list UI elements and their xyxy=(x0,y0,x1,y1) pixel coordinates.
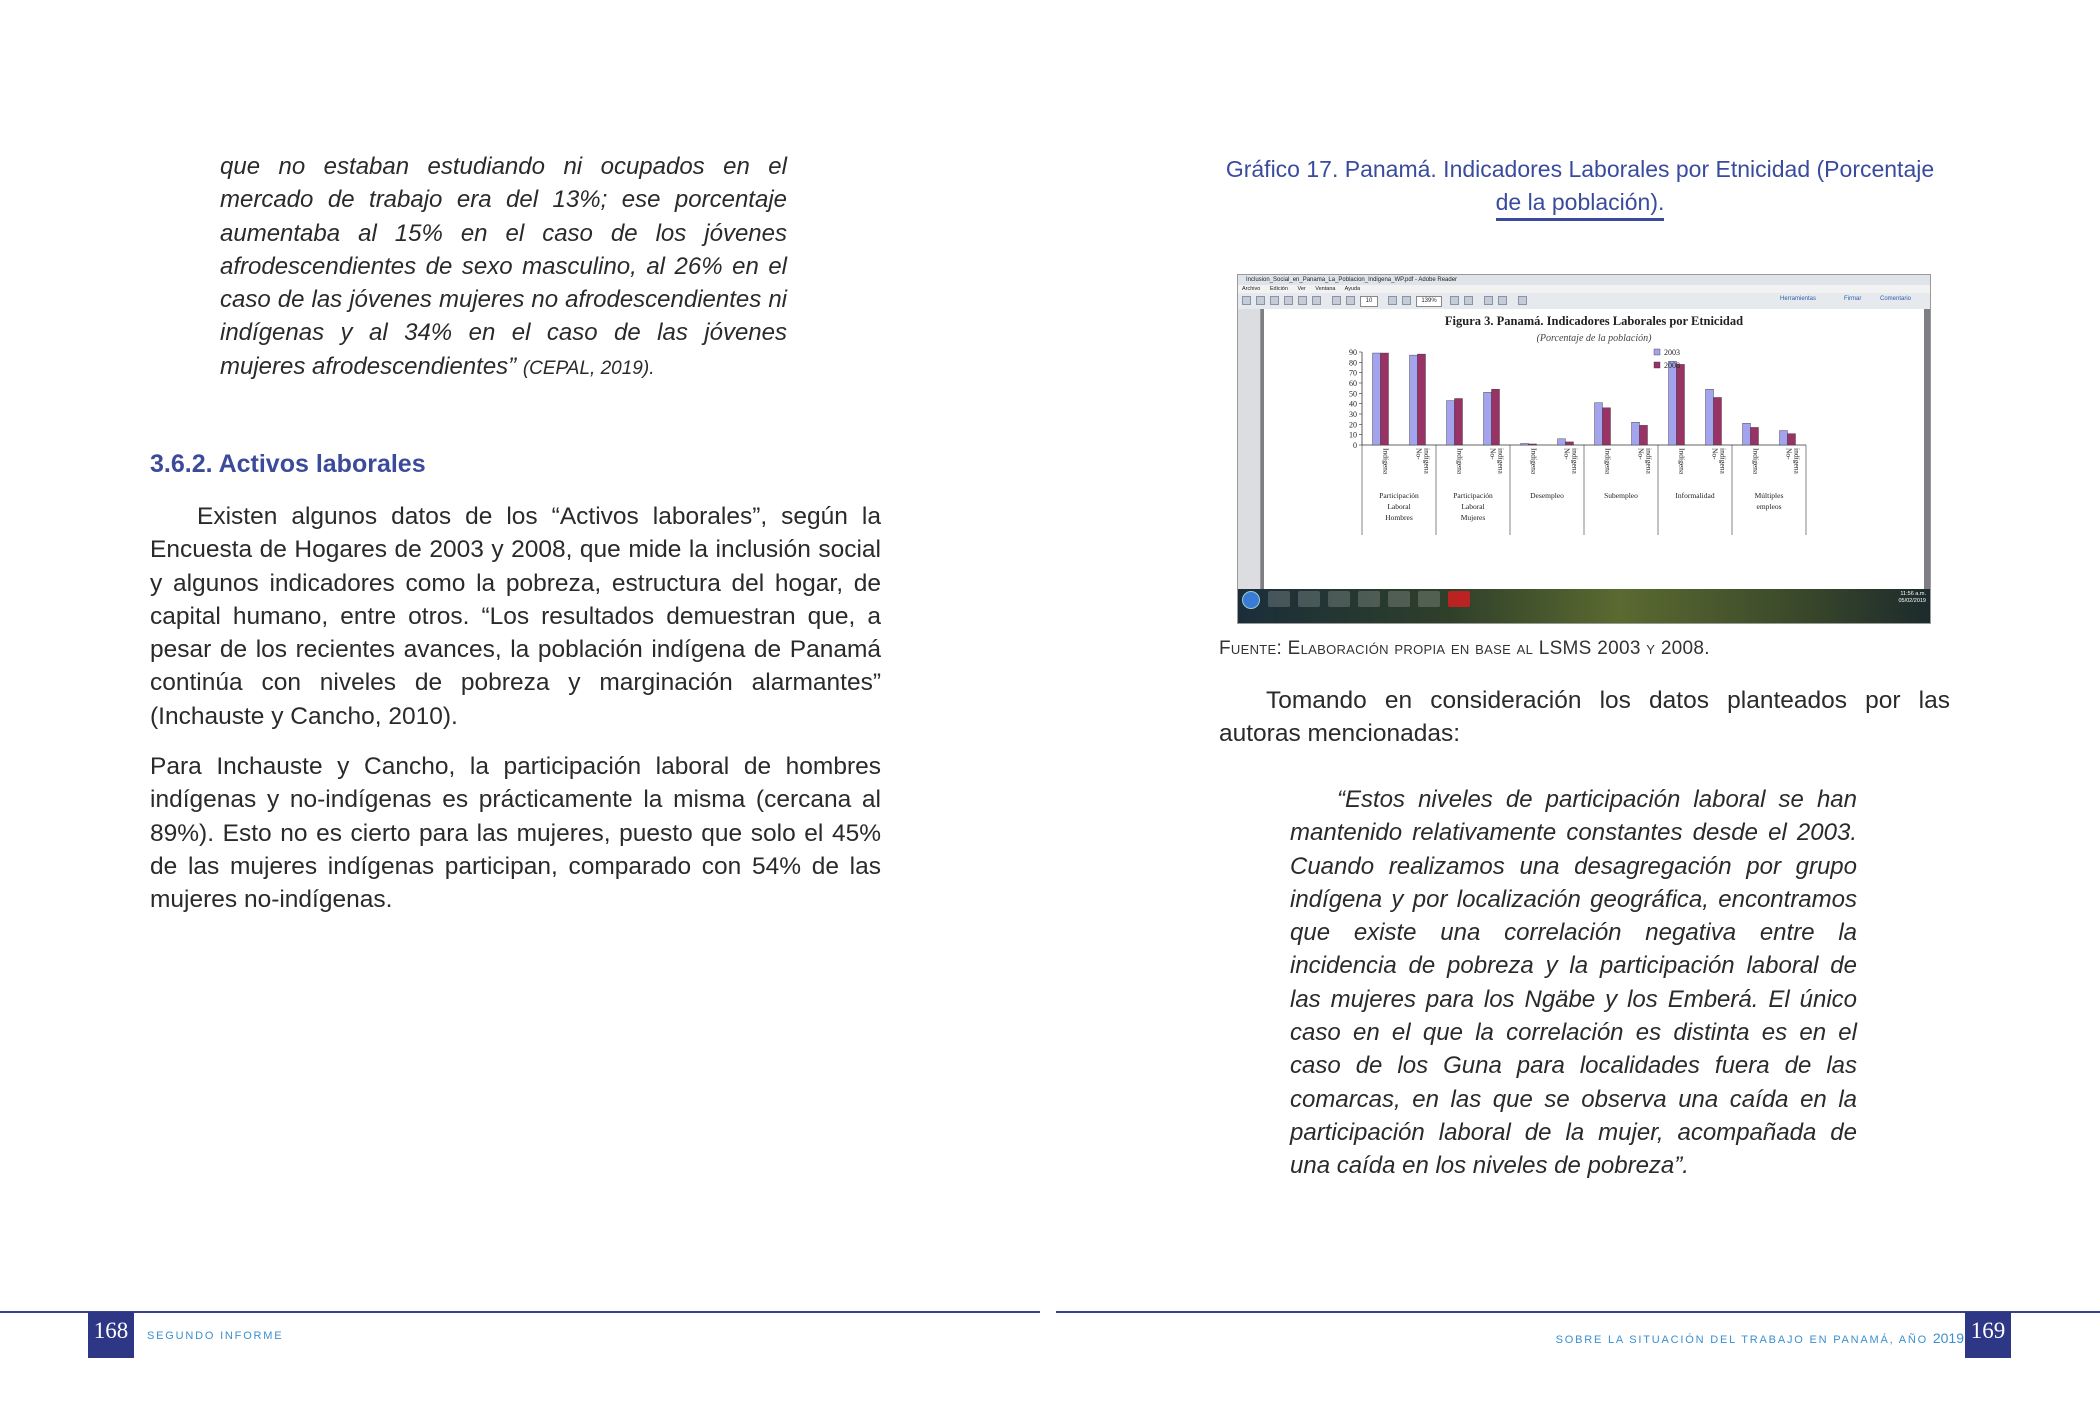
paragraph-activos: Existen algunos datos de los “Activos laborales”, según la Encuesta de Hogares de 2003 y 2008, que mide la inclusión social y algunos indicadores como la pobreza, estructura del hogar, de capital humano, entre otros. “Los resultados demuestran que, a pesar de los recientes avances, la población indígena de Panamá continúa con niveles de pobreza y marginación alarmantes” (Inchauste y Cancho, 2010). xyxy=(150,503,881,730)
group-label: Mujeres xyxy=(1460,513,1486,522)
y-tick-label: 90 xyxy=(1349,348,1357,357)
window-title: Inclusion_Social_en_Panama_La_Poblacion_Indigena_WP.pdf - Adobe Reader xyxy=(1238,275,1930,285)
sign-icon[interactable] xyxy=(1518,296,1527,305)
clock xyxy=(1898,591,1926,605)
bar-2008 xyxy=(1492,389,1500,445)
bar-2003 xyxy=(1595,403,1603,445)
quote-citation: (CEPAL, 2019). xyxy=(522,357,655,379)
bar-2003 xyxy=(1447,401,1455,445)
create-icon[interactable] xyxy=(1256,296,1265,305)
x-category-label: No- xyxy=(1562,448,1572,460)
source-note: Fuente: Elaboración propia en base al LSMS 2003 y 2008. xyxy=(1219,638,1710,659)
tools-button[interactable]: Herramientas xyxy=(1780,296,1817,302)
menu-ventana[interactable]: Ventana xyxy=(1315,286,1336,292)
x-category-label: No- xyxy=(1784,448,1794,460)
block-quote: “Estos niveles de participación laboral se han mantenido relativamente constantes desde el 2003. Cuando realizamos una desagregación por grupo indígena y por localización geográfica, encontramos que existe una correlación negativa entre la incidencia de pobreza y la participación laboral de las mujeres para los Ngäbe y los Emberá. El único caso en el que la correlación es distinta es en el caso de los Guna para localidades fuera de las comarcas, en las que se observa una caída en la participación laboral de la mujer, acompañada de una caída en los niveles de pobreza”. xyxy=(1290,786,1857,1180)
x-category-label: indígena xyxy=(1792,448,1802,474)
bar-2003 xyxy=(1743,423,1751,445)
paragraph-inchauste: Para Inchauste y Cancho, la participación laboral de hombres indígenas y no-indígenas es prácticamente la misma (cercana al 89%). Esto no es cierto para las mujeres, puesto que solo el 45% de las mujeres indígenas participan, comparado con 54% de las mujeres no-indígenas. xyxy=(150,753,881,914)
y-tick-label: 40 xyxy=(1349,399,1357,409)
bar-2003 xyxy=(1521,443,1529,445)
footer-rule-right xyxy=(1056,1311,2100,1313)
group-label: Participación xyxy=(1379,491,1419,500)
x-category-label: indígena xyxy=(1570,448,1580,474)
x-category-label: Indígena xyxy=(1455,448,1465,475)
clock-date: 05/02/2019 xyxy=(1898,598,1926,604)
x-category-label: indígena xyxy=(1496,448,1506,474)
y-tick-label: 60 xyxy=(1349,379,1357,388)
bar-2008 xyxy=(1603,408,1611,445)
quote-text: que no estaban estudiando ni ocupados en el mercado de trabajo era del 13%; ese porcentaje aumentaba al 15% en el caso de los jóvenes afrodescendientes de sexo masculino, al 26% en el caso de las jóvenes mujeres no afrodescendientes ni indígenas y al 34% en el caso de las jóvenes mujeres afrodescendientes” xyxy=(220,153,787,380)
chrome-icon[interactable] xyxy=(1328,591,1350,607)
footer-label-right xyxy=(1556,1330,1964,1346)
footer-label-left: SEGUNDO INFORME xyxy=(147,1330,284,1342)
comment-button[interactable]: Comentario xyxy=(1880,296,1912,302)
legend-label-2008: 2008 xyxy=(1664,361,1680,370)
page-number-left: 168 xyxy=(88,1312,134,1358)
taskbar xyxy=(1238,589,1931,624)
bar-2008 xyxy=(1529,444,1537,445)
fit-page-icon[interactable] xyxy=(1450,296,1459,305)
save-icon[interactable] xyxy=(1270,296,1279,305)
bar-2008 xyxy=(1381,353,1389,445)
menu-edicion[interactable]: Edición xyxy=(1269,286,1288,292)
y-tick-label: 10 xyxy=(1349,430,1357,440)
x-category-label: indígena xyxy=(1718,448,1728,474)
sign-button[interactable]: Firmar xyxy=(1844,296,1862,302)
app-icon[interactable] xyxy=(1388,591,1410,607)
group-label: Participación xyxy=(1453,491,1493,500)
y-tick-label: 0 xyxy=(1353,441,1357,450)
comment-icon[interactable] xyxy=(1484,296,1493,305)
bar-2003 xyxy=(1410,355,1418,445)
adobe-reader-icon[interactable] xyxy=(1448,591,1470,607)
x-category-label: No- xyxy=(1636,448,1646,460)
navigation-pane[interactable] xyxy=(1238,309,1261,589)
bar-2003 xyxy=(1558,439,1566,445)
group-label: Desempleo xyxy=(1530,491,1564,500)
bar-2008 xyxy=(1455,399,1463,446)
y-tick-label: 30 xyxy=(1349,410,1357,419)
bar-2008 xyxy=(1751,427,1759,445)
bar-2008 xyxy=(1566,442,1574,445)
chart-caption-line2: de la población). xyxy=(1496,189,1665,221)
figure-subtitle: (Porcentaje de la población) xyxy=(1536,333,1652,344)
x-category-label: No- xyxy=(1710,448,1720,460)
bar-2008 xyxy=(1418,354,1426,445)
bar-2003 xyxy=(1632,422,1640,445)
x-category-label: indígena xyxy=(1422,448,1432,474)
bar-2008 xyxy=(1714,397,1722,445)
share-icon[interactable] xyxy=(1284,296,1293,305)
start-icon[interactable] xyxy=(1242,591,1260,609)
group-label: Hombres xyxy=(1385,513,1413,522)
x-category-label: No- xyxy=(1488,448,1498,460)
x-category-label: Indígena xyxy=(1677,448,1687,475)
fit-width-icon[interactable] xyxy=(1464,296,1473,305)
x-category-label: No- xyxy=(1414,448,1424,460)
x-category-label: indígena xyxy=(1644,448,1654,474)
zoom-in-icon[interactable] xyxy=(1402,296,1411,305)
bar-2003 xyxy=(1373,353,1381,445)
group-label: Múltiples xyxy=(1754,491,1784,500)
menu-ayuda[interactable]: Ayuda xyxy=(1344,286,1361,292)
y-tick-label: 80 xyxy=(1349,358,1357,368)
group-label: Informalidad xyxy=(1675,491,1715,500)
media-icon[interactable] xyxy=(1358,591,1380,607)
page-number-right: 169 xyxy=(1965,1312,2011,1358)
zoom-out-icon[interactable] xyxy=(1388,296,1397,305)
x-category-label: Indígena xyxy=(1751,448,1761,475)
page-number-field[interactable]: 10 xyxy=(1360,296,1378,307)
group-label: Laboral xyxy=(1461,502,1485,511)
bar-2003 xyxy=(1669,361,1677,445)
x-category-label: Indígena xyxy=(1529,448,1539,475)
highlight-icon[interactable] xyxy=(1498,296,1507,305)
footer-rule-left xyxy=(0,1311,1040,1313)
word-icon[interactable] xyxy=(1418,591,1440,607)
next-page-icon[interactable] xyxy=(1346,296,1355,305)
bar-2003 xyxy=(1484,392,1492,445)
footer-year: 2019 xyxy=(1932,1330,1964,1346)
chart-caption xyxy=(1210,153,1950,219)
y-tick-label: 50 xyxy=(1349,389,1357,399)
x-category-label: Indígena xyxy=(1603,448,1613,475)
group-label: Subempleo xyxy=(1604,491,1638,500)
bar-2003 xyxy=(1780,431,1788,445)
pdf-page xyxy=(1264,309,1924,589)
group-label: empleos xyxy=(1756,502,1782,511)
bar-2008 xyxy=(1788,434,1796,445)
clock-time: 11:56 a.m. xyxy=(1900,591,1926,597)
menu-ver[interactable]: Ver xyxy=(1297,286,1306,292)
prev-page-icon[interactable] xyxy=(1332,296,1341,305)
paragraph-tomando: Tomando en consideración los datos planteados por las autoras mencionadas: xyxy=(1219,687,1950,748)
footer-label-text: SOBRE LA SITUACIÓN DEL TRABAJO EN PANAMÁ, AÑO xyxy=(1555,1334,1928,1346)
figure-title: Figura 3. Panamá. Indicadores Laborales por Etnicidad xyxy=(1444,314,1744,328)
legend-label-2003: 2003 xyxy=(1664,348,1680,357)
y-tick-label: 70 xyxy=(1349,368,1357,378)
toolbar xyxy=(1238,293,1930,310)
x-category-label: Indígena xyxy=(1381,448,1391,475)
menu-bar xyxy=(1238,285,1930,293)
legend-swatch-2003 xyxy=(1654,349,1660,355)
quote-continuation xyxy=(220,150,787,385)
email-icon[interactable] xyxy=(1312,296,1321,305)
embedded-screenshot xyxy=(1237,274,1931,624)
group-label: Laboral xyxy=(1387,502,1411,511)
section-heading: 3.6.2. Activos laborales xyxy=(150,450,426,478)
zoom-field[interactable]: 139% xyxy=(1416,296,1442,307)
print-icon[interactable] xyxy=(1298,296,1307,305)
bar-chart xyxy=(1264,309,1924,589)
bar-2008 xyxy=(1640,425,1648,445)
menu-archivo[interactable]: Archivo xyxy=(1242,286,1261,292)
bar-2003 xyxy=(1706,389,1714,445)
explorer-icon[interactable] xyxy=(1298,591,1320,607)
bar-2008 xyxy=(1677,364,1685,445)
y-tick-label: 20 xyxy=(1349,420,1357,430)
document-area[interactable] xyxy=(1238,309,1930,589)
legend-swatch-2008 xyxy=(1654,362,1660,368)
chart-caption-line1: Gráfico 17. Panamá. Indicadores Laborales por Etnicidad (Porcentaje xyxy=(1225,156,1935,182)
ie-icon[interactable] xyxy=(1268,591,1290,607)
open-icon[interactable] xyxy=(1242,296,1251,305)
